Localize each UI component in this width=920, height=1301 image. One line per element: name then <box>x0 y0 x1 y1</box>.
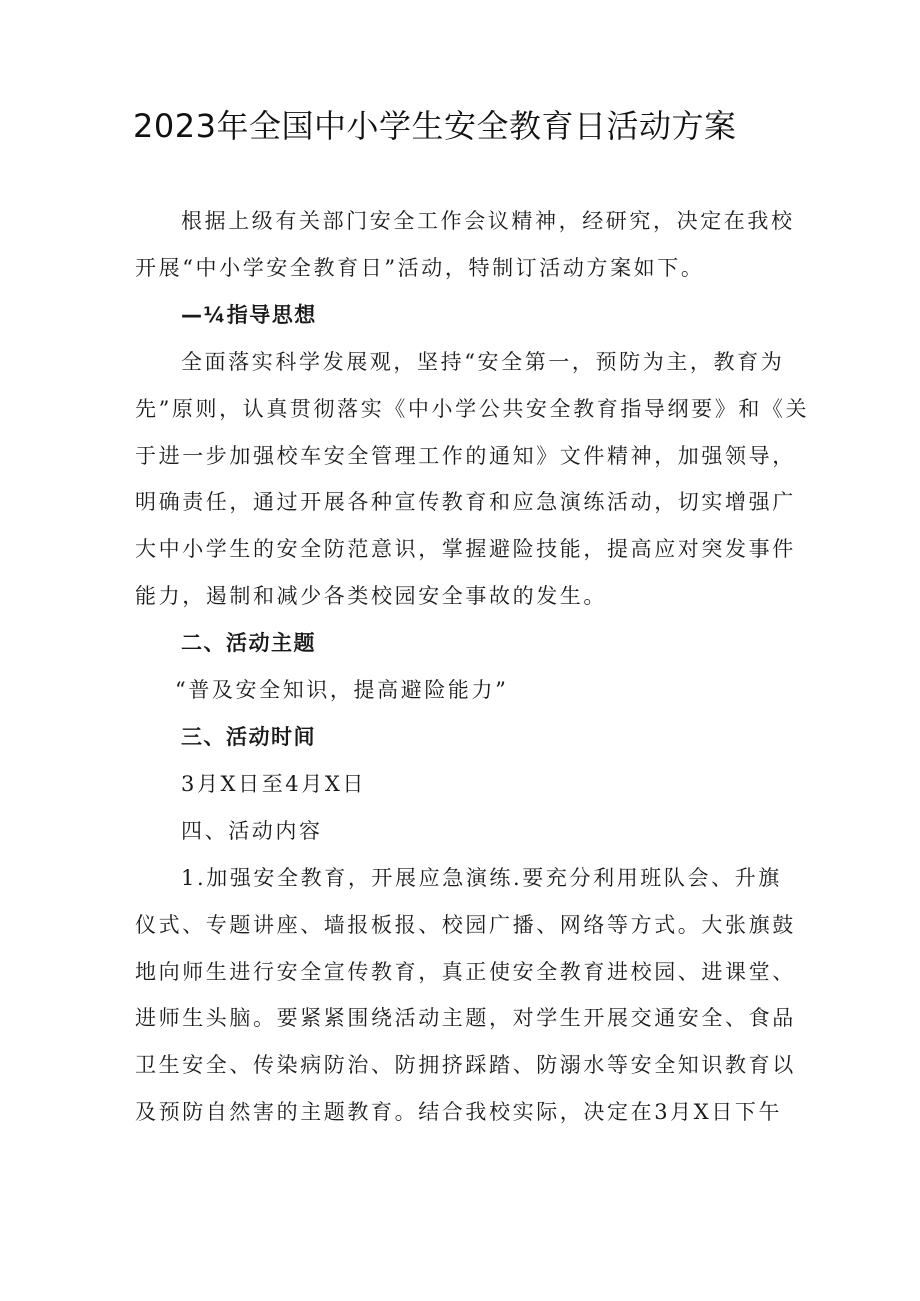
section-1-line-5: 大中小学生的安全防范意识，掌握避险技能，提高应对突发事件 <box>135 537 796 562</box>
section-1-line-6: 能力，遏制和减少各类校园安全事故的发生。 <box>135 584 607 609</box>
intro-line-1: 根据上级有关部门安全工作会议精神，经研究，决定在我校 <box>181 209 795 233</box>
section-1-line-3: 于进一步加强校车安全管理工作的通知》文件精神，加强领导， <box>135 443 796 468</box>
document-title: 2023年全国中小学生安全教育日活动方案 <box>133 107 737 145</box>
intro-line-2: 开展“中小学安全教育日”活动，特制订活动方案如下。 <box>135 255 705 280</box>
section-4-line-1: 1.加强安全教育，开展应急演练.要充分利用班队会、升旗 <box>181 865 782 890</box>
section-1-line-2: 先”原则，认真贯彻落实《中小学公共安全教育指导纲要》和《关 <box>135 396 810 421</box>
section-1-line-4: 明确责任，通过开展各种宣传教育和应急演练活动，切实增强广 <box>135 490 796 515</box>
section-4-line-6: 及预防自然害的主题教育。结合我校实际，决定在3月X日下午 <box>135 1100 783 1125</box>
section-4-paragraph <box>135 855 800 1136</box>
section-3-heading: 三、活动时间 <box>181 724 316 749</box>
document-body <box>135 198 810 1136</box>
section-4-heading: 四、活动内容 <box>181 818 323 843</box>
section-4-line-3: 地向师生进行安全宣传教育，真正使安全教育进校园、进课堂、 <box>135 959 796 984</box>
intro-paragraph <box>135 198 800 292</box>
section-1-paragraph <box>135 339 810 620</box>
section-1-line-1: 全面落实科学发展观，坚持“安全第一，预防为主，教育为 <box>181 349 785 374</box>
section-1-heading: —¼指导思想 <box>181 302 317 327</box>
section-4-line-5: 卫生安全、传染病防治、防拥挤踩踏、防溺水等安全知识教育以 <box>135 1053 796 1078</box>
section-2-heading: 二、活动主题 <box>181 631 316 656</box>
section-4-line-4: 进师生头脑。要紧紧围绕活动主题，对学生开展交通安全、食品 <box>135 1006 796 1031</box>
section-3-time: 3月X日至4月X日 <box>181 771 367 796</box>
section-4-line-2: 仪式、专题讲座、墙报板报、校园广播、网络等方式。大张旗鼓 <box>135 912 796 937</box>
section-2-theme: “普及安全知识，提高避险能力” <box>175 678 509 703</box>
